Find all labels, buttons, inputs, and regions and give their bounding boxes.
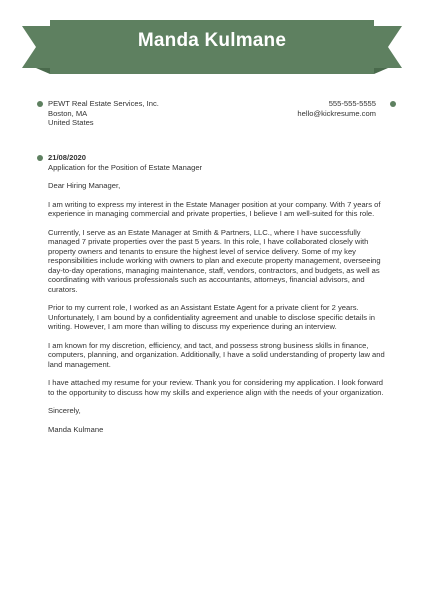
sender-email: hello@kickresume.com — [297, 108, 376, 118]
recipient-city: Boston, MA — [48, 108, 88, 118]
recipient-address — [48, 99, 159, 128]
recipient-country: United States — [48, 118, 94, 127]
ribbon-left-fold — [36, 68, 50, 74]
letter-paragraph: I am known for my discretion, efficiency, and tact, and possess strong business skills in finance, computers, planning, and organization. Additionally, I have a solid understanding of property law and land management. — [48, 340, 385, 369]
letter-date: 21/08/2020 — [48, 153, 87, 162]
letter-body — [48, 153, 388, 434]
applicant-name: Manda Kulmane — [137, 30, 287, 51]
recipient-bullet-icon — [37, 101, 43, 107]
ribbon-right-fold — [374, 68, 388, 74]
letter-paragraph: Prior to my current role, I worked as an Assistant Estate Agent for a private client for 2 years. Unfortunately, I am bound by a confidentiality agreement and unable to disclose specific details in writing. However, I am more than willing to discuss my experience during an interview. — [48, 303, 376, 331]
letter-salutation: Dear Hiring Manager, — [48, 181, 121, 190]
letter-paragraph: I have attached my resume for your review. Thank you for considering my application. I look forward to the opportunity to discuss how my skills and experience align with the needs of your organization. — [48, 378, 384, 397]
contact-bullet-icon — [390, 101, 396, 107]
header-banner — [0, 0, 424, 90]
recipient-company: PEWT Real Estate Services, Inc. — [48, 99, 159, 108]
letter-subject: Application for the Position of Estate Manager — [48, 162, 203, 172]
date-bullet-icon — [37, 155, 43, 161]
letter-paragraph: I am writing to express my interest in the Estate Manager position at your company. With 7 years of experience in managing commercial and private properties, I believe I am well-suited for this role. — [48, 199, 381, 218]
letter-signature: Manda Kulmane — [48, 424, 104, 434]
letter-paragraph: Currently, I serve as an Estate Manager at Smith & Partners, LLC., where I have successfully managed 7 private properties over the past 5 years. In this role, I have collaborated closely with property owners and tenants to ensure the highest level of service delivery. Some of my key responsibilities include working with owners to plan and execute property management, overseeing day-to-day operations, managing maintenance, staff, vendors, contractors, and budgets, as well as coordinating with various professionals such as accountants, attorneys, financial advisors, and curators. — [48, 227, 381, 294]
sender-phone: 555-555-5555 — [328, 99, 376, 108]
sender-contact — [297, 99, 376, 118]
letter-closing: Sincerely, — [48, 406, 81, 415]
